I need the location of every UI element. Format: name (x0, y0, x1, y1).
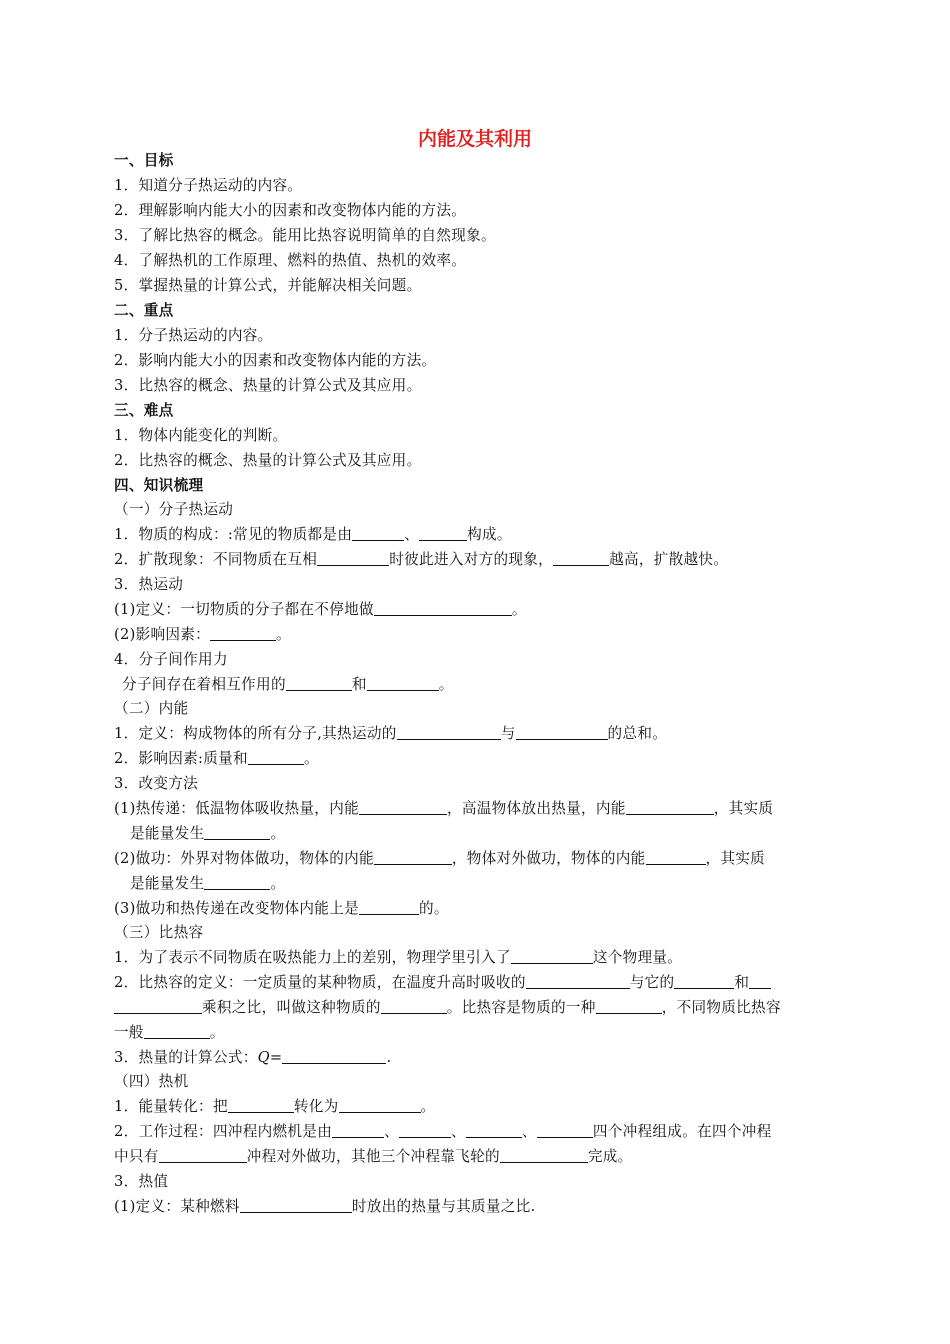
answer-blank[interactable] (511, 948, 593, 964)
fill-line: 3．热值 (114, 1173, 169, 1190)
page-title: 内能及其利用 (417, 128, 532, 150)
section-heading-goals: 一、目标 (114, 152, 174, 169)
answer-blank[interactable] (526, 973, 630, 989)
fill-line: (3)做功和热传递在改变物体内能上是 的。 (114, 900, 449, 917)
subheading-specific-heat: （三）比热容 (114, 924, 204, 941)
fill-line: 是能量发生 。 (130, 875, 286, 892)
difficulty-item: 2．比热容的概念、热量的计算公式及其应用。 (114, 452, 422, 469)
answer-blank[interactable] (374, 849, 452, 865)
fill-line: (2)影响因素： 。 (114, 626, 291, 643)
fill-line: 1．为了表示不同物质在吸热能力上的差别，物理学里引入了 这个物理量。 (114, 949, 683, 966)
answer-blank[interactable] (466, 1122, 522, 1138)
answer-blank[interactable] (626, 799, 714, 815)
goal-item: 5．掌握热量的计算公式，并能解决相关问题。 (114, 277, 422, 294)
answer-blank[interactable] (359, 899, 419, 915)
answer-blank[interactable] (317, 550, 389, 566)
answer-blank[interactable] (204, 874, 270, 890)
fill-line: 1．能量转化：把 转化为 。 (114, 1098, 436, 1115)
answer-blank[interactable] (240, 1197, 352, 1213)
answer-blank[interactable] (159, 1147, 247, 1163)
fill-line: 3．热量的计算公式：Q= . (114, 1049, 392, 1066)
fill-line: 2．比热容的定义：一定质量的某种物质，在温度升高时吸收的 与它的 和 (114, 973, 844, 993)
answer-blank[interactable] (516, 724, 608, 740)
fill-line: 4．分子间作用力 (114, 651, 228, 668)
fill-line: 是能量发生 。 (130, 825, 286, 842)
answer-blank[interactable] (537, 1122, 593, 1138)
answer-blank[interactable] (419, 525, 467, 541)
goal-item: 2．理解影响内能大小的因素和改变物体内能的方法。 (114, 202, 467, 219)
answer-blank[interactable] (367, 675, 439, 691)
key-point-item: 3．比热容的概念、热量的计算公式及其应用。 (114, 377, 422, 394)
answer-blank[interactable] (114, 998, 202, 1014)
fill-line: 分子间存在着相互作用的 和 。 (122, 676, 454, 693)
subheading-molecular-motion: （一）分子热运动 (114, 501, 234, 518)
answer-blank[interactable] (749, 973, 771, 989)
answer-blank[interactable] (286, 675, 352, 691)
subheading-heat-engine: （四）热机 (114, 1073, 189, 1090)
answer-blank[interactable] (500, 1147, 588, 1163)
answer-blank[interactable] (332, 1122, 384, 1138)
answer-blank[interactable] (339, 1097, 421, 1113)
answer-blank[interactable] (144, 1023, 210, 1039)
fill-line: (2)做功：外界对物体做功，物体的内能 ，物体对外做功，物体的内能 ，其实质 (114, 850, 766, 867)
goal-item: 3．了解比热容的概念。能用比热容说明简单的自然现象。 (114, 227, 496, 244)
section-heading-knowledge: 四、知识梳理 (114, 477, 204, 494)
fill-line: 2．工作过程：四冲程内燃机是由 、 、 、 四个冲程组成。在四个冲程 (114, 1123, 772, 1140)
answer-blank[interactable] (204, 824, 270, 840)
fill-line: 一般 。 (114, 1024, 225, 1041)
fill-line: 3．改变方法 (114, 775, 199, 792)
fill-line: 1．物质的构成：:常见的物质都是由 、 构成。 (114, 526, 512, 543)
answer-blank[interactable] (397, 724, 501, 740)
fill-line: 2．扩散现象：不同物质在互相 时彼此进入对方的现象， 越高，扩散越快。 (114, 551, 729, 568)
answer-blank[interactable] (352, 525, 404, 541)
key-point-item: 1．分子热运动的内容。 (114, 327, 273, 344)
answer-blank[interactable] (674, 973, 734, 989)
answer-blank[interactable] (381, 998, 447, 1014)
answer-blank[interactable] (374, 600, 512, 616)
fill-line: 2．影响因素:质量和 。 (114, 750, 319, 767)
key-point-item: 2．影响内能大小的因素和改变物体内能的方法。 (114, 352, 437, 369)
answer-blank[interactable] (646, 849, 706, 865)
subheading-internal-energy: （二）内能 (114, 700, 189, 717)
fill-line: 1．定义：构成物体的所有分子,其热运动的 与 的总和。 (114, 725, 668, 742)
goal-item: 1．知道分子热运动的内容。 (114, 177, 303, 194)
fill-line: (1)定义：一切物质的分子都在不停地做 。 (114, 601, 527, 618)
answer-blank[interactable] (282, 1048, 386, 1064)
section-heading-key-points: 二、重点 (114, 302, 174, 319)
fill-line: (1)热传递：低温物体吸收热量，内能 ，高温物体放出热量，内能 ，其实质 (114, 800, 774, 817)
answer-blank[interactable] (596, 998, 662, 1014)
answer-blank[interactable] (248, 749, 304, 765)
answer-blank[interactable] (399, 1122, 451, 1138)
goal-item: 4．了解热机的工作原理、燃料的热值、热机的效率。 (114, 252, 467, 269)
answer-blank[interactable] (210, 625, 276, 641)
answer-blank[interactable] (359, 799, 447, 815)
fill-line: 中只有 冲程对外做功，其他三个冲程靠飞轮的 完成。 (114, 1148, 633, 1165)
difficulty-item: 1．物体内能变化的判断。 (114, 427, 288, 444)
fill-line: (1)定义：某种燃料 时放出的热量与其质量之比. (114, 1198, 536, 1215)
answer-blank[interactable] (553, 550, 609, 566)
fill-line: 乘积之比，叫做这种物质的 。比热容是物质的一种 ，不同物质比热容 (114, 998, 844, 1018)
section-heading-difficulties: 三、难点 (114, 402, 174, 419)
fill-line: 3．热运动 (114, 576, 184, 593)
answer-blank[interactable] (228, 1097, 294, 1113)
